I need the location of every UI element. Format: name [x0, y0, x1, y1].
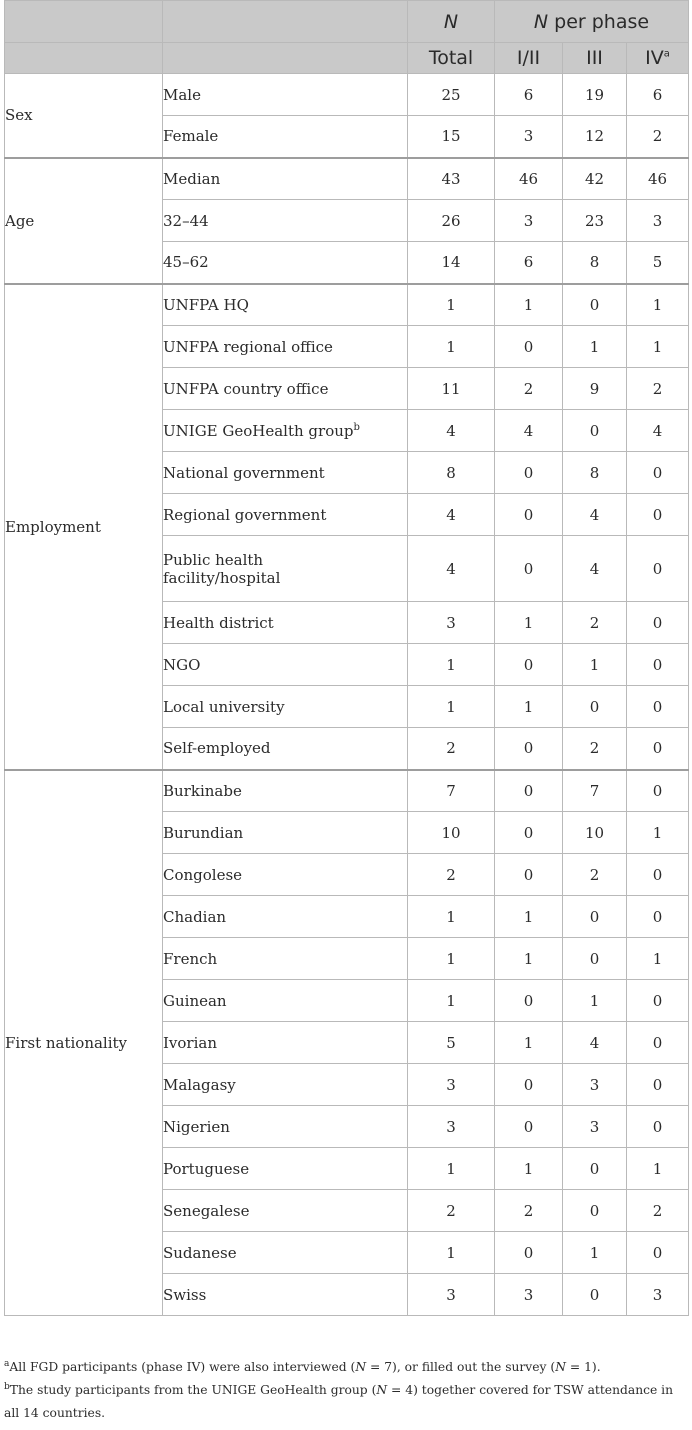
- header-blank-category-2: [5, 43, 163, 74]
- subcategory-label: 32–44: [163, 211, 209, 230]
- subcategory-cell: [163, 1022, 408, 1064]
- value-total: 15: [408, 116, 495, 158]
- value-total: 1: [408, 938, 495, 980]
- subcategory-cell: [163, 854, 408, 896]
- subcategory-label: Sudanese: [163, 1243, 237, 1262]
- value-total: 2: [408, 728, 495, 770]
- value-p4: 0: [627, 770, 689, 812]
- subcategory-cell: [163, 1274, 408, 1316]
- header-phase-3: III: [563, 43, 627, 74]
- value-p12: 6: [495, 74, 563, 116]
- subcategory-label: UNFPA regional office: [163, 337, 333, 356]
- value-total: 5: [408, 1022, 495, 1064]
- table-container: [4, 0, 688, 1316]
- value-p3: 2: [563, 854, 627, 896]
- value-p12: 2: [495, 1190, 563, 1232]
- value-p4: 0: [627, 644, 689, 686]
- subcategory-cell: [163, 410, 408, 452]
- value-p3: 0: [563, 896, 627, 938]
- value-p4: 0: [627, 1106, 689, 1148]
- subcategory-cell: [163, 536, 408, 602]
- subcategory-label: French: [163, 949, 218, 968]
- value-p4: 46: [627, 158, 689, 200]
- value-total: 1: [408, 644, 495, 686]
- value-p12: 0: [495, 326, 563, 368]
- value-total: 3: [408, 1064, 495, 1106]
- value-p4: 0: [627, 1064, 689, 1106]
- subcategory-label: Self-employed: [163, 739, 271, 758]
- subcategory-label: Malagasy: [163, 1075, 236, 1094]
- value-p4: 0: [627, 1022, 689, 1064]
- value-total: 4: [408, 494, 495, 536]
- table-row: [5, 74, 689, 116]
- value-total: 4: [408, 536, 495, 602]
- subcategory-label: Female: [163, 127, 219, 146]
- value-p12: 0: [495, 1106, 563, 1148]
- value-p4: 0: [627, 494, 689, 536]
- subcategory-cell: [163, 116, 408, 158]
- value-p4: 1: [627, 326, 689, 368]
- value-p12: 0: [495, 728, 563, 770]
- subcategory-label: Burkinabe: [163, 781, 242, 800]
- value-total: 1: [408, 1148, 495, 1190]
- value-p4: 5: [627, 242, 689, 284]
- value-p12: 1: [495, 602, 563, 644]
- subcategory-label: Ivorian: [163, 1033, 218, 1052]
- value-total: 1: [408, 686, 495, 728]
- value-total: 10: [408, 812, 495, 854]
- value-p12: 4: [495, 410, 563, 452]
- header-total: Total: [408, 43, 495, 74]
- value-p4: 0: [627, 854, 689, 896]
- value-p4: 1: [627, 1148, 689, 1190]
- value-p4: 0: [627, 728, 689, 770]
- value-p12: 0: [495, 494, 563, 536]
- value-p12: 1: [495, 686, 563, 728]
- value-p4: 0: [627, 602, 689, 644]
- value-total: 43: [408, 158, 495, 200]
- value-p3: 4: [563, 536, 627, 602]
- category-cell: Employment: [5, 284, 163, 770]
- value-total: 2: [408, 1190, 495, 1232]
- subcategory-label: Male: [163, 85, 201, 104]
- subcategory-label: Chadian: [163, 907, 227, 926]
- subcategory-label: Swiss: [163, 1285, 207, 1304]
- header-blank-subcategory: [163, 1, 408, 43]
- footnote-marker: b: [353, 421, 360, 433]
- category-cell: Sex: [5, 74, 163, 158]
- subcategory-cell: [163, 644, 408, 686]
- subcategory-label: Congolese: [163, 865, 243, 884]
- header-n-per-phase: N per phase: [495, 1, 689, 43]
- value-p4: 0: [627, 1232, 689, 1274]
- value-p4: 2: [627, 116, 689, 158]
- subcategory-label: Median: [163, 169, 221, 188]
- value-p12: 1: [495, 1148, 563, 1190]
- value-p3: 8: [563, 242, 627, 284]
- subcategory-label: Guinean: [163, 991, 227, 1010]
- table-header: [5, 1, 689, 74]
- subcategory-cell: [163, 1064, 408, 1106]
- value-p3: 1: [563, 980, 627, 1022]
- value-p12: 0: [495, 536, 563, 602]
- value-p3: 23: [563, 200, 627, 242]
- value-p12: 1: [495, 1022, 563, 1064]
- value-p3: 9: [563, 368, 627, 410]
- value-p3: 19: [563, 74, 627, 116]
- value-total: 14: [408, 242, 495, 284]
- value-total: 8: [408, 452, 495, 494]
- value-p12: 0: [495, 980, 563, 1022]
- value-total: 1: [408, 1232, 495, 1274]
- category-cell: Age: [5, 158, 163, 284]
- subcategory-cell: [163, 1190, 408, 1232]
- value-p4: 0: [627, 896, 689, 938]
- value-p4: 0: [627, 686, 689, 728]
- category-cell: First nationality: [5, 770, 163, 1316]
- value-p4: 3: [627, 200, 689, 242]
- subcategory-label: Nigerien: [163, 1117, 230, 1136]
- value-p12: 46: [495, 158, 563, 200]
- value-p12: 0: [495, 1064, 563, 1106]
- subcategory-cell: [163, 494, 408, 536]
- subcategory-label: NGO: [163, 655, 201, 674]
- value-p12: 1: [495, 284, 563, 326]
- subcategory-label: Regional government: [163, 505, 327, 524]
- subcategory-label: UNIGE GeoHealth group: [163, 421, 354, 440]
- value-p3: 2: [563, 602, 627, 644]
- value-p3: 1: [563, 326, 627, 368]
- value-p3: 0: [563, 686, 627, 728]
- value-p3: 3: [563, 1064, 627, 1106]
- table-row: [5, 770, 689, 812]
- value-p3: 0: [563, 938, 627, 980]
- value-total: 7: [408, 770, 495, 812]
- value-p3: 8: [563, 452, 627, 494]
- subcategory-cell: [163, 284, 408, 326]
- value-p12: 1: [495, 896, 563, 938]
- subcategory-cell: [163, 326, 408, 368]
- value-total: 1: [408, 896, 495, 938]
- value-p4: 4: [627, 410, 689, 452]
- value-total: 1: [408, 284, 495, 326]
- value-p4: 0: [627, 536, 689, 602]
- subcategory-label: Portuguese: [163, 1159, 250, 1178]
- value-p4: 6: [627, 74, 689, 116]
- subcategory-label: Local university: [163, 697, 285, 716]
- value-p3: 4: [563, 1022, 627, 1064]
- value-p3: 0: [563, 1190, 627, 1232]
- value-total: 25: [408, 74, 495, 116]
- value-p12: 0: [495, 644, 563, 686]
- value-total: 26: [408, 200, 495, 242]
- value-p4: 2: [627, 1190, 689, 1232]
- subcategory-label: National government: [163, 463, 325, 482]
- value-p12: 2: [495, 368, 563, 410]
- subcategory-cell: [163, 770, 408, 812]
- value-p12: 1: [495, 938, 563, 980]
- header-n: N: [408, 1, 495, 43]
- subcategory-cell: [163, 368, 408, 410]
- value-p12: 6: [495, 242, 563, 284]
- value-total: 4: [408, 410, 495, 452]
- subcategory-cell: [163, 74, 408, 116]
- subcategory-cell: [163, 602, 408, 644]
- footnote-b: $^b$The study participants from the UNIGE GeoHealth group (N = 4) together covered for TSW attendance in all 14 countries.: [4, 1381, 674, 1420]
- subcategory-cell: [163, 200, 408, 242]
- value-p3: 2: [563, 728, 627, 770]
- subcategory-cell: [163, 242, 408, 284]
- value-total: 1: [408, 326, 495, 368]
- value-p4: 3: [627, 1274, 689, 1316]
- value-total: 3: [408, 1106, 495, 1148]
- value-total: 2: [408, 854, 495, 896]
- value-total: 3: [408, 602, 495, 644]
- value-total: 1: [408, 980, 495, 1022]
- subcategory-cell: [163, 452, 408, 494]
- header-blank-category: [5, 1, 163, 43]
- value-p12: 3: [495, 1274, 563, 1316]
- subcategory-cell: [163, 1148, 408, 1190]
- value-p12: 0: [495, 1232, 563, 1274]
- value-p3: 10: [563, 812, 627, 854]
- footnote-a: $^a$All FGD participants (phase IV) were also interviewed (N = 7), or filled out the survey (N = 1).: [4, 1358, 601, 1374]
- value-p3: 1: [563, 644, 627, 686]
- value-p3: 42: [563, 158, 627, 200]
- subcategory-label: UNFPA HQ: [163, 295, 249, 314]
- value-p3: 7: [563, 770, 627, 812]
- subcategory-cell: [163, 158, 408, 200]
- value-p3: 3: [563, 1106, 627, 1148]
- subcategory-cell: [163, 1106, 408, 1148]
- subcategory-label-line2: facility/hospital: [163, 568, 281, 587]
- value-total: 3: [408, 1274, 495, 1316]
- header-phase-1-2: I/II: [495, 43, 563, 74]
- value-p4: 2: [627, 368, 689, 410]
- subcategory-label: Senegalese: [163, 1201, 250, 1220]
- participants-table: [4, 0, 689, 1316]
- value-p4: 1: [627, 938, 689, 980]
- value-p3: 0: [563, 1148, 627, 1190]
- value-p3: 12: [563, 116, 627, 158]
- subcategory-cell: [163, 686, 408, 728]
- value-p3: 1: [563, 1232, 627, 1274]
- subcategory-cell: [163, 980, 408, 1022]
- subcategory-label: Burundian: [163, 823, 244, 842]
- value-p12: 3: [495, 200, 563, 242]
- subcategory-label-line1: Public health: [163, 550, 264, 569]
- value-p3: 4: [563, 494, 627, 536]
- value-p4: 1: [627, 812, 689, 854]
- footnotes: [4, 1356, 688, 1425]
- value-p3: 0: [563, 284, 627, 326]
- value-p12: 3: [495, 116, 563, 158]
- value-p4: 0: [627, 452, 689, 494]
- value-p4: 1: [627, 284, 689, 326]
- header-blank-subcategory-2: [163, 43, 408, 74]
- subcategory-cell: [163, 896, 408, 938]
- header-phase-4: $IV^a$: [627, 43, 689, 74]
- value-p3: 0: [563, 1274, 627, 1316]
- subcategory-cell: [163, 938, 408, 980]
- subcategory-label: 45–62: [163, 253, 209, 272]
- table-row: [5, 158, 689, 200]
- value-total: 11: [408, 368, 495, 410]
- value-p12: 0: [495, 812, 563, 854]
- subcategory-cell: [163, 728, 408, 770]
- table-body: [5, 74, 689, 1316]
- table-row: [5, 284, 689, 326]
- subcategory-label: Health district: [163, 613, 274, 632]
- value-p12: 0: [495, 452, 563, 494]
- value-p12: 0: [495, 854, 563, 896]
- value-p12: 0: [495, 770, 563, 812]
- subcategory-cell: [163, 812, 408, 854]
- subcategory-cell: [163, 1232, 408, 1274]
- value-p3: 0: [563, 410, 627, 452]
- subcategory-label: UNFPA country office: [163, 379, 329, 398]
- value-p4: 0: [627, 980, 689, 1022]
